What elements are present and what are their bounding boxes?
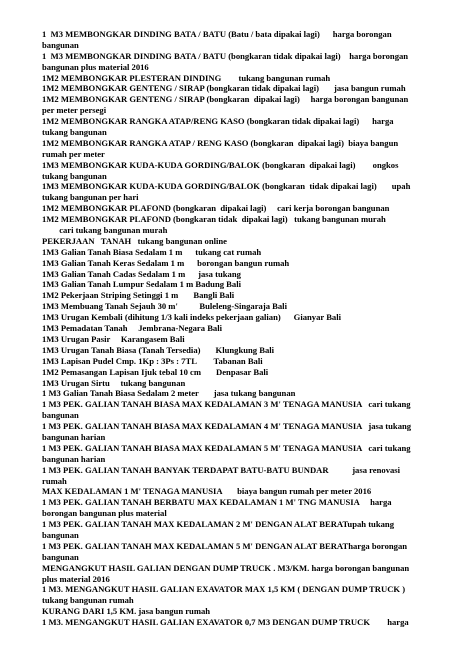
document-line: 1M2 MEMBONGKAR GENTENG / SIRAP (bongkaran tidak dipakai lagi) jasa bangun rumah bbox=[42, 83, 406, 94]
document-line: 1M2 Pemasangan Lapisan Ijuk tebal 10 cm Denpasar Bali bbox=[42, 366, 269, 377]
document-line: MAX KEDALAMAN 1 M' TENAGA MANUSIA biaya bangun rumah per meter 2016 bbox=[42, 486, 372, 497]
document-line: 1M3 Urugan Pasir Karangasem Bali bbox=[42, 333, 185, 344]
document-line: tukang bangunan per hari bbox=[42, 192, 139, 203]
document-line: cari tukang bangunan murah bbox=[42, 225, 168, 236]
document-line: 1M2 MEMBONGKAR RANGKA ATAP / RENG KASO (bongkaran dipakai lagi) biaya bangun bbox=[42, 137, 399, 148]
document-line: bangunan bbox=[42, 410, 79, 421]
document-line: 1 M3 PEK. GALIAN TANAH BIASA MAX KEDALAMAN 5 M' TENAGA MANUSIA cari tukang bbox=[42, 442, 411, 453]
document-line: 1 M3 Galian Tanah Biasa Sedalam 2 meter jasa tukang bangunan bbox=[42, 388, 296, 399]
document-line: KURANG DARI 1,5 KM. jasa bangun rumah bbox=[42, 606, 211, 617]
document-line: bangunan bbox=[42, 529, 79, 540]
document-line: 1 M3 PEK. GALIAN TANAH BANYAK TERDAPAT BATU-BATU BUNDAR jasa renovasi bbox=[42, 464, 401, 475]
document-line: 1M3 Galian Tanah Lumpur Sedalam 1 m Badung Bali bbox=[42, 279, 241, 290]
document-line: 1 M3 MEMBONGKAR DINDING BATA / BATU (Batu / bata dipakai lagi) harga borongan bbox=[42, 29, 392, 39]
document-line: rumah bbox=[42, 475, 67, 486]
document-line: 1 M3 PEK. GALIAN TANAH BIASA MAX KEDALAMAN 4 M' TENAGA MANUSIA jasa tukang bbox=[42, 421, 412, 432]
document-text-block bbox=[42, 29, 460, 628]
document-line: 1M3 Membuang Tanah Sejauh 30 m' Buleleng-Singaraja Bali bbox=[42, 301, 287, 312]
document-line: 1M3 Urugan Sirtu tukang bangunan bbox=[42, 377, 186, 388]
document-line: 1 M3 PEK. GALIAN TANAH BIASA MAX KEDALAMAN 3 M' TENAGA MANUSIA cari tukang bbox=[42, 399, 411, 410]
document-line: per meter persegi bbox=[42, 105, 107, 116]
document-line: bangunan bbox=[42, 39, 79, 50]
document-line: 1M3 Pemadatan Tanah Jembrana-Negara Bali bbox=[42, 323, 222, 334]
document-line: 1M3 MEMBONGKAR KUDA-KUDA GORDING/BALOK (bongkaran dipakai lagi) ongkos bbox=[42, 159, 399, 170]
document-line: 1M3 Lapisan Pudel Cmp. 1Kp : 3Ps : 7TL Tabanan Bali bbox=[42, 355, 263, 366]
document-line: tukang bangunan bbox=[42, 127, 107, 138]
document-line: PEKERJAAN TANAH tukang bangunan online bbox=[42, 235, 227, 246]
document-line: 1 M3. MENGANGKUT HASIL GALIAN EXAVATOR MAX 1,5 KM ( DENGAN DUMP TRUCK ) bbox=[42, 584, 406, 595]
document-line: 1M2 MEMBONGKAR RANGKA ATAP/RENG KASO (bongkaran tidak dipakai lagi) harga bbox=[42, 116, 394, 127]
document-line: bangunan harian bbox=[42, 431, 106, 442]
document-line: 1M3 Galian Tanah Biasa Sedalam 1 m tukang cat rumah bbox=[42, 246, 262, 257]
document-line: 1 M3. MENGANGKUT HASIL GALIAN EXAVATOR 0,7 M3 DENGAN DUMP TRUCK harga bbox=[42, 617, 409, 628]
document-line: 1M2 MEMBONGKAR GENTENG / SIRAP (bongkaran dipakai lagi) harga borongan bangunan bbox=[42, 94, 409, 105]
document-line: rumah per meter bbox=[42, 148, 105, 159]
document-line: 1 M3 MEMBONGKAR DINDING BATA / BATU (bongkaran tidak dipakai lagi) harga borongan bbox=[42, 50, 409, 61]
document-line: MENGANGKUT HASIL GALIAN DENGAN DUMP TRUCK . M3/KM. harga borongan bangunan bbox=[42, 562, 410, 573]
document-line: tukang bangunan rumah bbox=[42, 595, 134, 606]
document-line: borongan bangunan plus material bbox=[42, 508, 167, 519]
document-line: 1M3 Urugan Tanah Biasa (Tanah Tersedia) Klungkung Bali bbox=[42, 344, 275, 355]
document-line: 1M3 Urugan Kembali (dihitung 1/3 kali indeks pekerjaan galian) Gianyar Bali bbox=[42, 312, 341, 323]
document-line: plus material 2016 bbox=[42, 573, 110, 584]
document-line: bangunan plus material 2016 bbox=[42, 61, 149, 72]
document-line: bangunan harian bbox=[42, 453, 106, 464]
document-line: 1 M3 PEK. GALIAN TANAH MAX KEDALAMAN 2 M' DENGAN ALAT BERATupah tukang bbox=[42, 519, 394, 530]
document-line: 1M2 MEMBONGKAR PLAFOND (bongkaran tidak dipakai lagi) tukang bangunan murah bbox=[42, 214, 386, 225]
document-line: 1M2 Pekerjaan Striping Setinggi 1 m Bangli Bali bbox=[42, 290, 235, 301]
document-line: 1M2 MEMBONGKAR PLAFOND (bongkaran dipakai lagi) cari kerja borongan bangunan bbox=[42, 203, 390, 214]
document-line: 1 M3 PEK. GALIAN TANAH MAX KEDALAMAN 5 M' DENGAN ALAT BERATharga borongan bbox=[42, 540, 408, 551]
document-line: 1M3 Galian Tanah Cadas Sedalam 1 m jasa tukang bbox=[42, 268, 241, 279]
document-line: tukang bangunan bbox=[42, 170, 107, 181]
document-line: 1M3 Galian Tanah Keras Sedalam 1 m borongan bangun rumah bbox=[42, 257, 290, 268]
document-line: 1 M3 PEK. GALIAN TANAH BERBATU MAX KEDALAMAN 1 M' TNG MANUSIA harga bbox=[42, 497, 392, 508]
document-line: 1M3 MEMBONGKAR KUDA-KUDA GORDING/BALOK (bongkaran tidak dipakai lagi) upah bbox=[42, 181, 411, 192]
document-line: bangunan bbox=[42, 551, 79, 562]
document-line: 1M2 MEMBONGKAR PLESTERAN DINDING tukang bangunan rumah bbox=[42, 72, 331, 83]
